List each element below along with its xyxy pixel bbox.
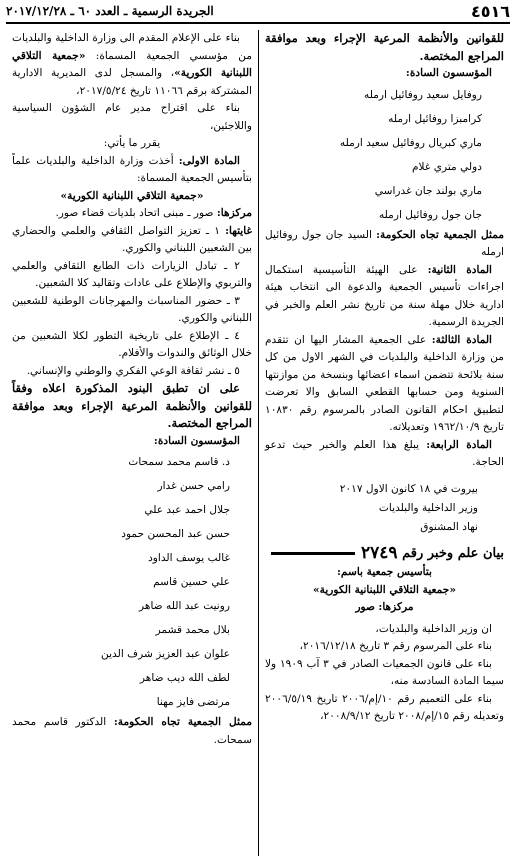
art2-text: على الهيئة التأسيسية استكمال اجراءات تأسيس الجمعية والدعوة الى انتخاب هيئة ادارية خلال مهلة سنة من تاريخ نشر العلم والخبر في الجريدة الرسمية. <box>265 263 504 328</box>
notice-title <box>265 542 504 563</box>
hq-label: مركزها: <box>216 207 252 219</box>
article-4 <box>265 437 504 472</box>
closing: على ان تطبق البنود المذكورة اعلاه وفقاً للقوانين والأنظمة المرعية الإجراء وبعد موافقة المراجع المختصة. <box>12 381 252 430</box>
rep-text: السيد جان جول روفائيل ارمله <box>265 228 504 258</box>
art2-label: المادة الثانية: <box>427 263 492 276</box>
art4-label: المادة الرابعة: <box>426 438 492 451</box>
rep-label: ممثل الجمعية تجاه الحكومة: <box>376 228 504 241</box>
basis-2: بناء على قانون الجمعيات الصادر في ٣ آب ١٩٠٩ ولا سيما المادة السادسة منه، <box>265 657 504 687</box>
founders-list <box>265 83 504 227</box>
basis-1: بناء على المرسوم رقم ٣ تاريخ ٢٠١٦/١٢/١٨، <box>299 640 492 652</box>
goal-1: ١ ـ تعزيز التواصل الثقافي والعلمي والحضاري بين الشعبين اللبناني والكوري. <box>12 224 252 254</box>
right-column <box>258 30 510 856</box>
representative-left <box>12 714 252 749</box>
issue-info: الجريدة الرسمية ـ العدد ٦٠ ـ ٢٠١٧/١٢/٢٨ <box>6 4 214 18</box>
founder-name: رامي حسن غدار <box>157 480 230 492</box>
art1-label: المادة الاولى: <box>178 154 240 167</box>
intro-text: للقوانين والأنظمة المرعية الإجراء وبعد موافقة المراجع المختصة. <box>265 31 504 63</box>
page-header <box>6 0 510 24</box>
founder-name: علوان عبد العزيز شرف الدين <box>101 648 230 660</box>
title-rule <box>271 552 355 555</box>
left-column <box>6 30 258 856</box>
founder-name: بلال محمد قشمر <box>155 624 230 636</box>
preamble-1: بناء على الإعلام المقدم الى وزارة الداخلية والبلديات من مؤسسي الجمعية المسماة: «جمعية التلاقي اللبنانية الكورية»، والمسجل لدى المديرية الادارية المشتركة برقم ١١٠٦٦ تاريخ ٢٠١٧/٥/٢٤، <box>12 32 253 97</box>
rep-label-left: ممثل الجمعية تجاه الحكومة: <box>113 716 252 728</box>
page-number: ٤٥١٦ <box>470 1 510 21</box>
founder-name: جلال احمد عبد علي <box>144 504 230 516</box>
art4-text: يبلغ هذا العلم والخبر حيث تدعو الحاجة. <box>265 438 504 468</box>
assoc-name: «جمعية التلاقي اللبنانية الكورية» <box>60 189 204 202</box>
minister-line: ان وزير الداخلية والبلديات، <box>375 622 492 635</box>
founder-name: د. قاسم محمد سمحات <box>128 456 230 468</box>
founders-label-left: المؤسسون السادة: <box>153 434 240 447</box>
goal-3: ٣ ـ حضور المناسبات والمهرجانات الوطنية للشعبين اللبناني والكوري. <box>12 294 252 324</box>
hq-text: صور ـ مبنى اتحاد بلديات قضاء صور. <box>55 207 214 219</box>
preamble-1b: والمسجل لدى المديرية الادارية المشتركة برقم ١١٠٦٦ تاريخ ٢٠١٧/٥/٢٤، <box>12 67 252 97</box>
notice-hq-label: مركزها: <box>378 601 414 613</box>
sig-name: نهاد المشنوق <box>420 520 478 533</box>
preamble-2: بناء على اقتراح مدير عام الشؤون السياسية واللاجئين، <box>12 102 252 132</box>
art3-label: المادة الثالثة: <box>431 333 492 346</box>
art3-text: على الجمعية المشار اليها ان تتقدم من وزارة الداخلية والبلديات في الشهر الاول من كل سنة بلائحة تتضمن اسماء اعضائها وبنسخة من موازنتها السنوية ومن حسابها القطعي السابق والا تعرضت لتطبيق احكام القانون الصادر بالمرسوم رقم ١٠٨٣٠ تاريخ ١٩٦٢/١٠/٩ وتعديلاته. <box>265 333 504 433</box>
founder-name: مرتضى فايز مهنا <box>156 696 230 708</box>
signature <box>265 480 504 537</box>
goal-4: ٤ ـ الإطلاع على تاريخية التطور لكلا الشعبين من خلال الوثائق والندوات والأفلام. <box>12 329 252 359</box>
goal-2: ٢ ـ تبادل الزيارات ذات الطابع الثقافي والعلمي والتربوي والإطلاع على عادات وتقاليد كلا الشعبين. <box>12 259 252 289</box>
founder-name: حسن عبد المحسن حمود <box>121 528 230 540</box>
notice-name: «جمعية التلاقي اللبنانية الكورية» <box>313 583 456 596</box>
columns <box>6 30 510 856</box>
sig-title: وزير الداخلية والبلديات <box>378 501 478 514</box>
basis-3: بناء على التعميم رقم ١٠/إم/٢٠٠٦ تاريخ ٢٠٠٦/٥/١٩ وتعديله رقم ١٥/إم/٢٠٠٨ تاريخ ٢٠٠٨/٩/١٢، <box>265 692 504 722</box>
founder-name: كرامبزا روفائيل ارمله <box>388 112 482 125</box>
founder-name: دولي متري غلام <box>411 160 482 173</box>
preamble-1a: بناء على الإعلام المقدم الى وزارة الداخلية والبلديات من مؤسسي الجمعية المسماة: <box>12 32 252 62</box>
sig-date: بيروت في ١٨ كانون الاول ٢٠١٧ <box>339 482 478 495</box>
founders-label: المؤسسون السادة: <box>405 67 492 79</box>
goals <box>12 223 252 258</box>
decides: يقرر ما يأتي: <box>103 137 161 149</box>
representative <box>265 227 504 262</box>
goals-label: غايتها: <box>225 224 252 237</box>
founders-list-left <box>12 450 252 714</box>
founder-name: رونيت عبد الله ضاهر <box>139 600 230 612</box>
founder-name: ماري بولند جان غدراسي <box>374 184 482 197</box>
founder-name: علي حسين قاسم <box>153 576 230 588</box>
article-3 <box>265 332 504 437</box>
rep-text-left: الدكتور قاسم محمد سمحات. <box>12 716 252 746</box>
hq <box>12 205 252 223</box>
founder-name: لطف الله ديب ضاهر <box>139 672 230 684</box>
founder-name: غالب يوسف الداود <box>148 552 230 564</box>
notice-number: ٢٧٤٩ <box>361 542 398 563</box>
notice-title-text: بيان علم وخبر رقم <box>402 545 504 561</box>
goal-5: ٥ ـ نشر ثقافة الوعي الفكري والوطني والإنساني. <box>26 364 240 377</box>
founder-name: روفايل سعيد روفائيل ارمله <box>364 88 482 101</box>
notice-hq <box>265 599 504 617</box>
article-1 <box>12 153 252 188</box>
article-2 <box>265 262 504 332</box>
founder-name: ماري كبريال روفائيل سعيد ارمله <box>339 136 482 149</box>
notice-hq-text: صور <box>355 601 376 613</box>
preamble-name: «جمعية التلاقي اللبنانية الكورية» <box>12 49 253 79</box>
art1-text: أخذت وزارة الداخلية والبلديات علماً بتأسيس الجمعية المسماة: <box>12 154 252 184</box>
founder-name: جان جول روفائيل ارمله <box>379 208 482 221</box>
notice-sub: بتأسيس جمعية باسم: <box>336 566 432 578</box>
